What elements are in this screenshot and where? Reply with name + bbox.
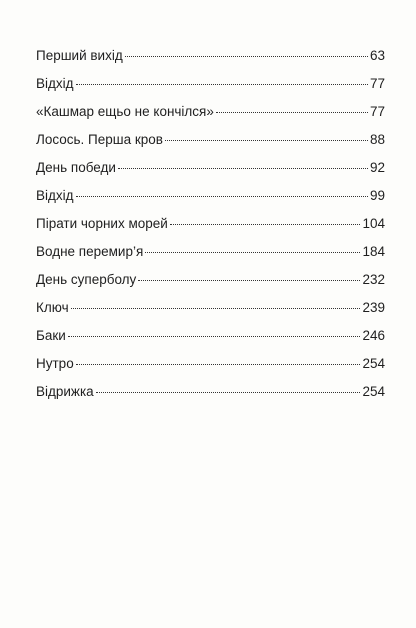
dot-leader: [145, 252, 360, 253]
dot-leader: [71, 308, 361, 309]
toc-entry: [36, 130, 385, 158]
toc-entry-page: 246: [362, 328, 385, 343]
toc-entry-page: 77: [369, 104, 385, 119]
toc-entry-title: Баки: [36, 328, 66, 343]
toc-entry: [36, 298, 385, 326]
toc-entry-title: День победи: [36, 160, 116, 175]
toc-entry: [36, 214, 385, 242]
toc-entry-title: Відхід: [36, 188, 74, 203]
toc-entry-title: Нутро: [36, 356, 74, 371]
toc-entry-title: Лосось. Перша кров: [36, 132, 163, 147]
toc-entry-page: 254: [362, 356, 385, 371]
toc-entry: [36, 382, 385, 410]
toc-entry-title: День суперболу: [36, 272, 137, 287]
toc-entry: [36, 158, 385, 186]
toc-entry-title: Перший вихід: [36, 48, 123, 63]
toc-entry-page: 88: [369, 132, 385, 147]
toc-entry: [36, 186, 385, 214]
dot-leader: [170, 224, 361, 225]
toc-entry-title: Відхід: [36, 76, 74, 91]
toc-entry-page: 77: [369, 76, 385, 91]
dot-leader: [76, 196, 368, 197]
toc-entry: [36, 354, 385, 382]
table-of-contents: [36, 46, 385, 410]
toc-entry: [36, 102, 385, 130]
dot-leader: [138, 280, 360, 281]
dot-leader: [76, 364, 361, 365]
dot-leader: [165, 140, 368, 141]
toc-entry-page: 63: [369, 48, 385, 63]
toc-entry-page: 184: [362, 244, 385, 259]
toc-entry-title: Пірати чорних морей: [36, 216, 168, 231]
toc-entry-title: Відрижка: [36, 384, 94, 399]
toc-entry-title: «Кашмар ещьо не кончілся»: [36, 104, 214, 119]
toc-entry: [36, 270, 385, 298]
dot-leader: [96, 392, 361, 393]
toc-entry-page: 92: [369, 160, 385, 175]
toc-entry-title: Водне перемир’я: [36, 244, 144, 259]
toc-entry: [36, 46, 385, 74]
dot-leader: [76, 84, 368, 85]
toc-entry-page: 254: [362, 384, 385, 399]
toc-entry-page: 232: [362, 272, 385, 287]
toc-entry: [36, 326, 385, 354]
toc-entry-page: 239: [362, 300, 385, 315]
toc-entry: [36, 242, 385, 270]
toc-entry-page: 99: [369, 188, 385, 203]
dot-leader: [125, 56, 368, 57]
toc-entry: [36, 74, 385, 102]
dot-leader: [68, 336, 361, 337]
toc-entry-title: Ключ: [36, 300, 69, 315]
toc-entry-page: 104: [362, 216, 385, 231]
dot-leader: [118, 168, 368, 169]
dot-leader: [216, 112, 368, 113]
